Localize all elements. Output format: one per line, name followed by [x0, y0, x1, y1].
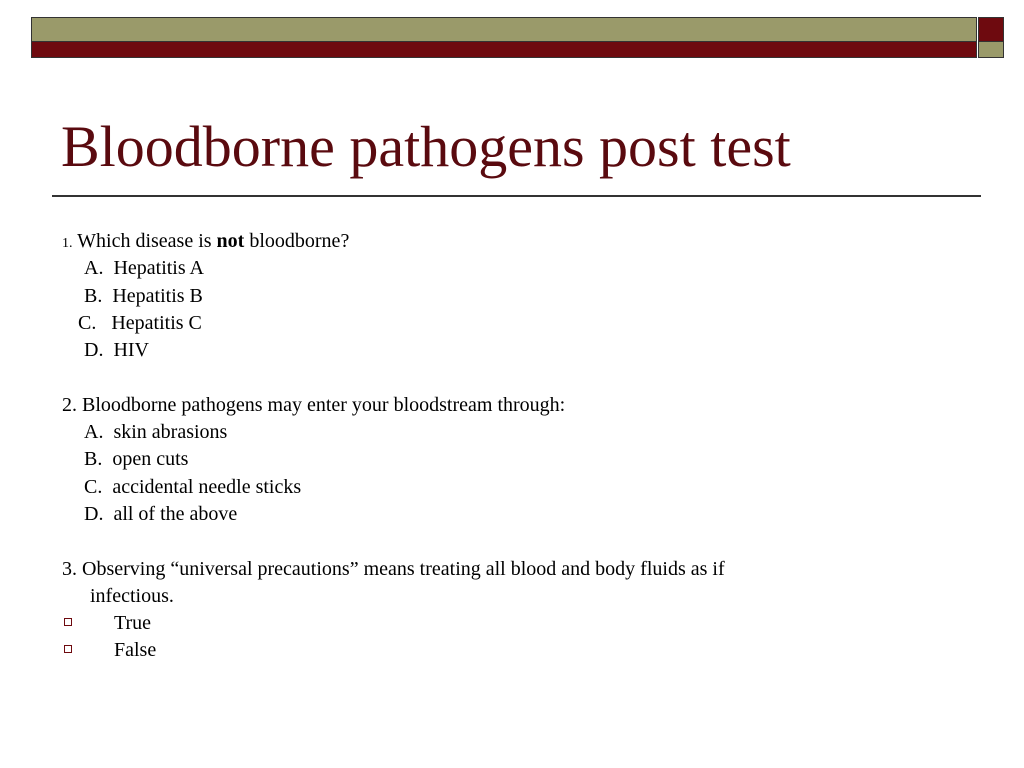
- question-3-line-2: infectious.: [90, 584, 174, 607]
- question-1-text-after: bloodborne?: [249, 230, 350, 252]
- choice-true: [62, 610, 725, 637]
- question-2-option-d: D. all of the above: [84, 502, 238, 525]
- choice-false-label: False: [114, 639, 157, 662]
- question-1-option-a: A. Hepatitis A: [84, 257, 204, 280]
- square-bullet-icon: [64, 645, 72, 653]
- question-2-option-c: C. accidental needle sticks: [84, 475, 302, 498]
- spacer: [62, 528, 725, 555]
- choice-false: [62, 637, 725, 664]
- question-1-number: 1.: [62, 236, 73, 251]
- question-1: [62, 228, 725, 255]
- question-2-option-b: B. open cuts: [84, 448, 189, 471]
- question-2: 2. Bloodborne pathogens may enter your bloodstream through:: [62, 393, 566, 416]
- slide-body: [62, 228, 725, 665]
- slide-title: Bloodborne pathogens post test: [61, 114, 791, 179]
- header-square-maroon: [978, 17, 1004, 42]
- header-bar-maroon: [31, 42, 977, 58]
- header-bar-olive: [31, 17, 977, 42]
- square-bullet-icon: [64, 618, 72, 626]
- question-1-option-d: D. HIV: [84, 339, 149, 362]
- question-1-option-b: B. Hepatitis B: [84, 284, 203, 307]
- question-2-option-a: A. skin abrasions: [84, 421, 228, 444]
- header-square-olive: [978, 42, 1004, 58]
- title-divider: [52, 195, 981, 197]
- spacer: [62, 364, 725, 391]
- question-1-option-c: C. Hepatitis C: [78, 311, 202, 334]
- question-1-emphasis: not: [216, 230, 245, 252]
- question-3-line-1: 3. Observing “universal precautions” means treating all blood and body fluids as if: [62, 557, 725, 580]
- choice-true-label: True: [114, 612, 152, 635]
- question-1-text-before: Which disease is: [77, 230, 212, 252]
